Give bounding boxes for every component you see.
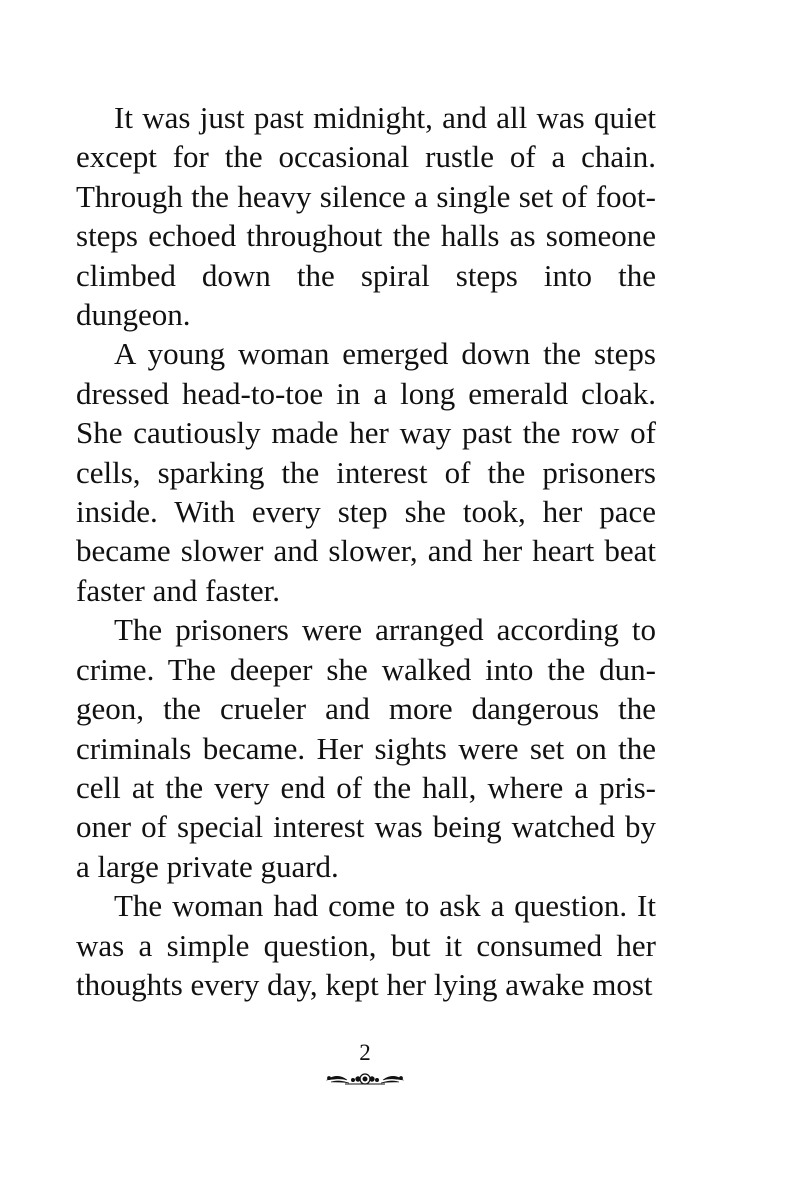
- page-number: 2: [359, 1040, 371, 1065]
- paragraph-1: It was just past midnight, and all was quiet except for the occasional rustle of a chain. Through the heavy silence a single set of footsteps echoed throughout the halls as someone climbed down the spiral steps into the dungeon.: [76, 100, 656, 333]
- paragraph-2: A young woman emerged down the steps dressed head-to-toe in a long emerald cloak. She cautiously made her way past the row of cells, sparking the interest of the prisoners inside. With every step she took, her pace became slower and slower, and her heart beat faster and faster.: [76, 336, 656, 608]
- body-text: [76, 98, 656, 1004]
- paragraph-4: The woman had come to ask a question. It was a simple question, but it consumed her thoughts every day, kept her lying awake most: [76, 888, 656, 1002]
- paragraph-3: The prisoners were arranged according to crime. The deeper she walked into the dungeon, the crueler and more dangerous the criminals became. Her sights were set on the cell at the very end of the hall, where a prisoner of special interest was being watched by a large private guard.: [76, 612, 656, 884]
- floral-ornament-icon: [325, 1071, 405, 1087]
